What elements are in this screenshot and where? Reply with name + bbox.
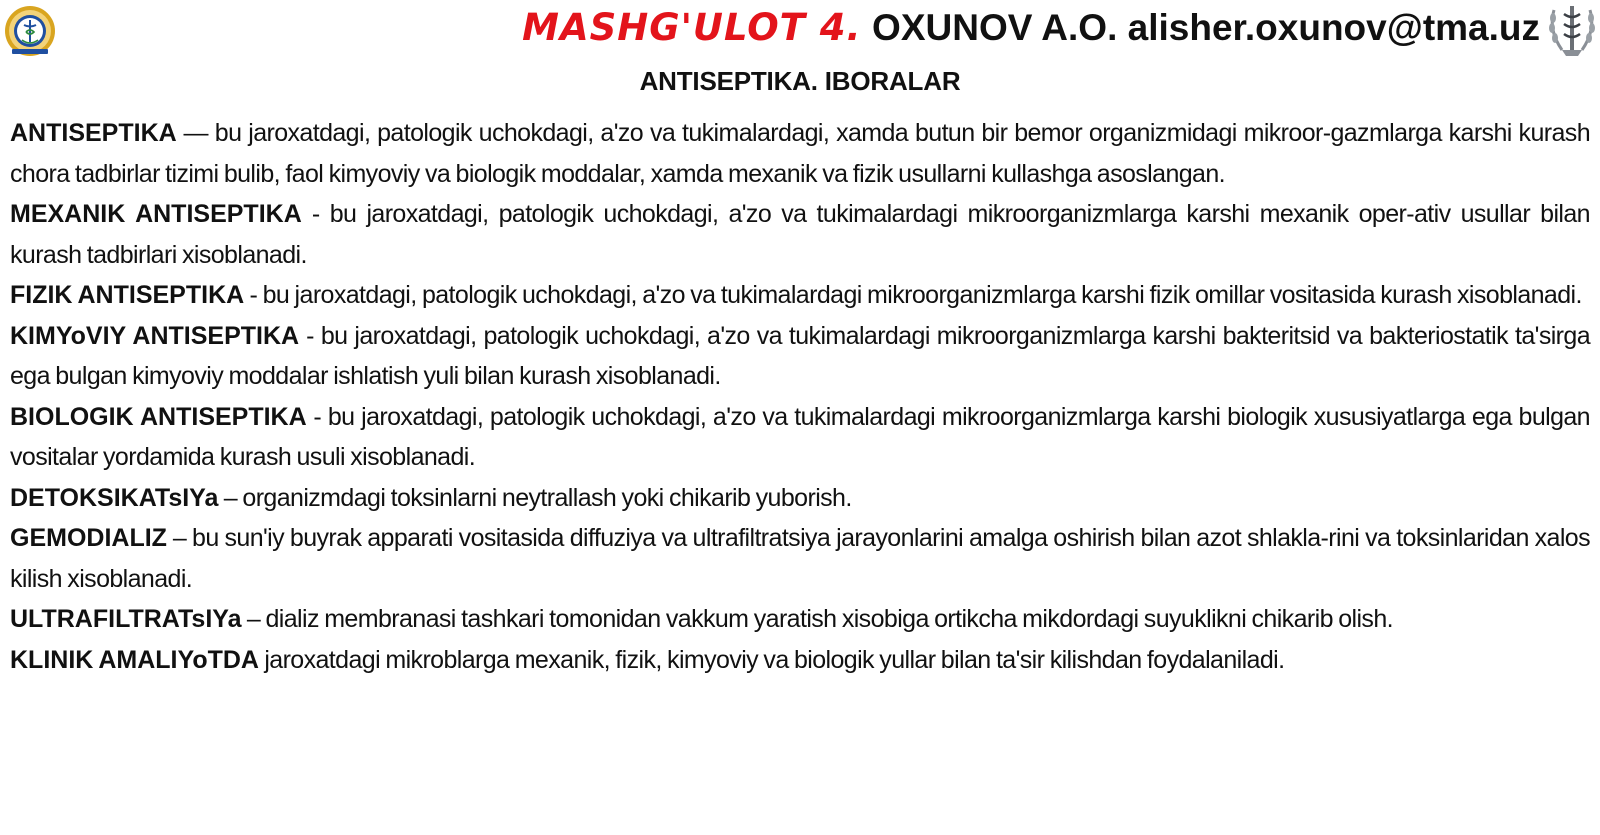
definition-term: KIMYoVIY ANTISEPTIKA [10, 321, 300, 350]
definition-term: ULTRAFILTRATsIYa [10, 605, 242, 633]
definition-text: - bu jaroxatdagi, patologik uchokdagi, a'zo va tukimalardagi mikroorganizmlarga karshi bakteritsid va bakteriostatik ta'sirga ega bulgan kimyoviy moddalar ishlatish yuli bilan kurash xisoblanadi. [10, 321, 1591, 390]
definition-text: - bu jaroxatdagi, patologik uchokdagi, a'zo va tukimalardagi mikroorganizmlarga karshi biologik xususiyatlarga ega bulgan vositalar yordamida kurash usuli xisoblanadi. [10, 402, 1590, 471]
slide-header [480, 6, 1540, 56]
definition-detoksikatsiya [10, 478, 1590, 519]
definition-text: – organizmdagi toksinlarni neytrallash yoki chikarib yuborish. [218, 483, 852, 512]
definition-term: DETOKSIKATsIYa [10, 483, 219, 512]
definitions-list [10, 113, 1590, 680]
definition-mexanik-antiseptika [10, 194, 1590, 275]
university-emblem-icon [4, 2, 56, 60]
definition-biologik-antiseptika [10, 397, 1590, 478]
definition-text: – dializ membranasi tashkari tomonidan vakkum yaratish xisobiga ortikcha mikdordagi suyuklikni chikarib olish. [241, 605, 1393, 633]
definition-kimyoviy-antiseptika [10, 316, 1590, 397]
definition-text: – bu sun'iy buyrak apparati vositasida diffuziya va ultrafiltratsiya jarayonlarini amalga oshirish bilan azot shlakla-rini va toksinlaridan xalos kilish xisoblanadi. [10, 524, 1590, 593]
definition-ultrafiltratsiya [10, 599, 1590, 640]
definition-klinik-amaliyotda [10, 640, 1590, 681]
definition-term: MEXANIK ANTISEPTIKA [10, 200, 302, 228]
definition-text: - bu jaroxatdagi, patologik uchokdagi, a'zo va tukimalardagi mikroorganizmlarga karshi fizik omillar vositasida kurash xisoblanadi. [244, 281, 1582, 309]
definition-term: FIZIK ANTISEPTIKA [10, 281, 245, 309]
definition-text: — bu jaroxatdagi, patologik uchokdagi, a'zo va tukimalardagi, xamda butun bir bemor organizmidagi mikroor-gazmlarga karshi kurash chora tadbirlar tizimi bulib, faol kimyoviy va biologik moddalar, xamda mexanik va fizik usullarni kullashga asoslangan. [10, 119, 1590, 188]
definition-gemodializ [10, 518, 1590, 599]
definition-term: BIOLOGIK ANTISEPTIKA [10, 402, 307, 431]
definition-text: - bu jaroxatdagi, patologik uchokdagi, a'zo va tukimalardagi mikroorganizmlarga karshi mexanik oper-ativ usullar bilan kurash tadbirlari xisoblanadi. [10, 200, 1590, 269]
slide-subtitle: ANTISEPTIKA. IBORALAR [639, 66, 961, 96]
definition-term: KLINIK AMALIYoTDA [10, 645, 259, 674]
lesson-number: MASHG'ULOT 4. [522, 6, 862, 49]
author-contact: OXUNOV A.O. alisher.oxunov@tma.uz [872, 7, 1540, 48]
definition-text: jaroxatdagi mikroblarga mexanik, fizik, kimyoviy va biologik yullar bilan ta'sir kilishdan foydalaniladi. [258, 645, 1285, 674]
medical-caduceus-laurel-icon [1544, 0, 1600, 58]
definition-term: GEMODIALIZ [10, 524, 167, 552]
definition-antiseptika [10, 113, 1590, 194]
definition-fizik-antiseptika [10, 275, 1590, 316]
definition-term: ANTISEPTIKA [10, 119, 177, 147]
